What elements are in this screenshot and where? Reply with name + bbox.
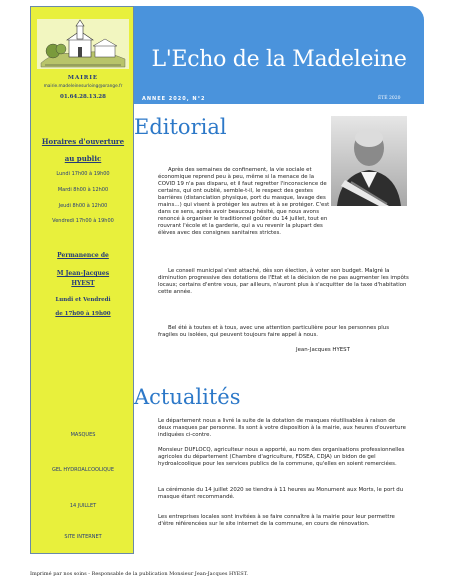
permanence-title: Permanence de bbox=[57, 252, 109, 259]
news-paragraph: Le département nous a livré la suite de la dotation de masques réutilisables à raison de deux masques par personne. Ils sont à votre disposition à la mairie, aux heures d'ouverture indiquées ci-contre. bbox=[158, 418, 406, 438]
editorial-paragraph: Le conseil municipal s'est attaché, dès son élection, à voter son budget. Malgré la diminution progressive des dotations de l'Etat et la décision de ne pas augmenter les impôts locaux; certains d'entre vous, par ailleurs, n'auront plus à s'acquitter de la taxe d'habitation cette année. bbox=[158, 268, 409, 295]
editorial-heading: Editorial bbox=[134, 115, 227, 139]
newsletter-title: L'Echo de la Madeleine bbox=[151, 47, 407, 72]
permanence-name: M Jean-Jacques bbox=[56, 270, 110, 277]
index-item: SITE INTERNET bbox=[64, 534, 102, 540]
mayor-photo bbox=[331, 116, 407, 206]
news-paragraph: Les entreprises locales sont invitées à se faire connaître à la mairie pour leur permettre d'être référencées sur le site internet de la commune, en cours de rénovation. bbox=[158, 514, 395, 527]
index-item: MASQUES bbox=[70, 432, 96, 438]
publication-credit: Imprimé par nos soins - Responsable de la publication Monsieur Jean-Jacques HYEST. bbox=[30, 571, 248, 577]
index-item: GEL HYDROALCOOLIQUE bbox=[52, 467, 114, 473]
hours-subtitle: au public bbox=[64, 154, 102, 163]
news-paragraph: Monsieur DUFLOCQ, agriculteur nous a apporté, au nom des organisations professionnelles agricoles du département (Chambre d'agriculture, FDSEA, CDJA) un bidon de gel hydroalcoolique pour les services publics de la commune, qu'elles en soient remerciées. bbox=[158, 447, 405, 467]
hours-line: Jeudi 8h00 à 12h00 bbox=[58, 203, 108, 209]
permanence-name: HYEST bbox=[71, 280, 95, 287]
sidebar bbox=[30, 6, 134, 554]
hours-line: Mardi 8h00 à 12h00 bbox=[57, 187, 109, 193]
issue-season: ÉTÉ 2020 bbox=[378, 96, 401, 101]
index-item: 14 JUILLET bbox=[69, 503, 97, 509]
news-heading: Actualités bbox=[134, 385, 241, 409]
mairie-phone: 01.64.28.13.28 bbox=[60, 94, 106, 100]
news-paragraph: La cérémonie du 14 juillet 2020 se tiendra à 11 heures au Monument aux Morts, le port du masque étant recommandé. bbox=[158, 487, 404, 500]
mairie-email[interactable]: mairie.madeleinesurloing@orange.fr bbox=[43, 84, 123, 89]
hours-line: Lundi 17h00 à 19h00 bbox=[56, 171, 110, 177]
editorial-signature: Jean-Jacques HYEST bbox=[296, 347, 350, 353]
masthead bbox=[134, 6, 424, 104]
mairie-label: MAIRIE bbox=[67, 75, 99, 81]
hours-line: Vendredi 17h00 à 19h00 bbox=[52, 218, 114, 224]
editorial-paragraph: Bel été à toutes et à tous, avec une attention particulière pour les personnes plus fragiles ou isolées, qui peuvent toujours faire appel à nous. bbox=[158, 325, 390, 338]
hours-title: Horaires d'ouverture bbox=[41, 137, 125, 146]
issue-number: ANNEE 2020, N°2 bbox=[142, 96, 206, 102]
editorial-paragraph: Après des semaines de confinement, la vie sociale et économique reprend peu à peu, même si la menace de la COVID 19 n'a pas disparu, et il faut regretter l'inconscience de certains, qui ont oublié, semble-t-il, le respect des gestes barrières (distanciation physique, port du masque, lavage des mains…) qui visent à protéger les autres et à se protéger. C'est dans ce sens, après avoir beaucoup hésité, que nous avons renoncé à organiser le traditionnel goûter du 14 juillet, tout en rouvrant l'école et la garderie, qui a vu revenir la plupart des élèves avec des consignes sanitaires strictes. bbox=[158, 167, 330, 236]
church-village-illustration bbox=[37, 19, 129, 69]
permanence-time: de 17h00 à 19h00 bbox=[55, 311, 111, 317]
permanence-days: Lundi et Vendredi bbox=[55, 297, 111, 303]
